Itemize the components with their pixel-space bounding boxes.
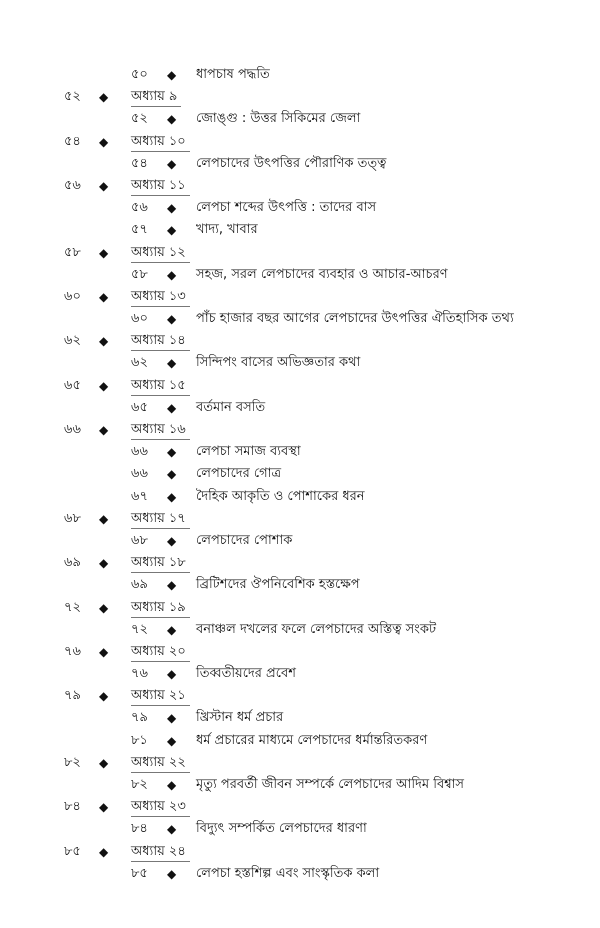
toc-chapter-row[interactable] bbox=[0, 552, 600, 574]
toc-chapter-row[interactable] bbox=[0, 597, 600, 619]
entry-title: খাদ্য, খাবার bbox=[196, 222, 258, 238]
diamond-bullet-icon: ◆ bbox=[99, 134, 109, 149]
chapter-heading: অধ্যায় ১৭ bbox=[131, 508, 186, 530]
toc-chapter-row[interactable] bbox=[0, 419, 600, 441]
diamond-bullet-icon: ◆ bbox=[167, 467, 177, 482]
entry-page-number: ৫২ bbox=[131, 111, 148, 127]
diamond-bullet-icon: ◆ bbox=[99, 600, 109, 615]
toc-chapter-row[interactable] bbox=[0, 796, 600, 818]
chapter-page-number: ৬০ bbox=[64, 288, 81, 304]
toc-chapter-row[interactable] bbox=[0, 86, 600, 108]
entry-page-number: ৬৮ bbox=[131, 532, 148, 548]
chapter-heading: অধ্যায় ২৪ bbox=[131, 841, 186, 863]
entry-title: ধর্ম প্রচারের মাধ্যমে লেপচাদের ধর্মান্তরিতকরণ bbox=[196, 732, 428, 748]
entry-page-number: ৫৭ bbox=[131, 222, 148, 238]
entry-page-number: ৫৮ bbox=[131, 266, 148, 282]
chapter-heading: অধ্যায় ২১ bbox=[131, 685, 186, 707]
chapter-page-number: ৬৯ bbox=[64, 555, 81, 571]
diamond-bullet-icon: ◆ bbox=[167, 489, 177, 504]
diamond-bullet-icon: ◆ bbox=[99, 378, 109, 393]
chapter-heading: অধ্যায় ৯ bbox=[131, 86, 177, 108]
diamond-bullet-icon: ◆ bbox=[99, 689, 109, 704]
diamond-bullet-icon: ◆ bbox=[167, 201, 177, 216]
diamond-bullet-icon: ◆ bbox=[167, 778, 177, 792]
entry-title: বর্তমান বসতি bbox=[196, 399, 266, 415]
diamond-bullet-icon: ◆ bbox=[167, 68, 177, 82]
entry-title: বিদ্যুৎ সম্পর্কিত লেপচাদের ধারণা bbox=[196, 821, 367, 837]
toc-chapter-row[interactable] bbox=[0, 641, 600, 663]
chapter-page-number: ৫২ bbox=[64, 89, 81, 105]
diamond-bullet-icon: ◆ bbox=[99, 800, 109, 815]
toc-entry-row[interactable] bbox=[0, 663, 600, 685]
entry-page-number: ৫৪ bbox=[131, 155, 148, 171]
entry-page-number: ৮২ bbox=[131, 777, 148, 792]
entry-title: বনাঞ্চল দখলের ফলে লেপচাদের অস্তিত্ব সংকট bbox=[196, 621, 437, 637]
entry-page-number: ৮৫ bbox=[131, 865, 148, 881]
diamond-bullet-icon: ◆ bbox=[167, 356, 177, 371]
diamond-bullet-icon: ◆ bbox=[167, 822, 177, 837]
toc-chapter-row[interactable] bbox=[0, 131, 600, 153]
diamond-bullet-icon: ◆ bbox=[99, 334, 109, 349]
toc-chapter-row[interactable] bbox=[0, 375, 600, 397]
entry-title: মৃত্যু পরবর্তী জীবন সম্পর্কে লেপচাদের আদিম বিশ্বাস bbox=[196, 777, 464, 792]
diamond-bullet-icon: ◆ bbox=[167, 312, 177, 327]
diamond-bullet-icon: ◆ bbox=[99, 755, 109, 770]
chapter-heading: অধ্যায় ১৪ bbox=[131, 330, 186, 352]
diamond-bullet-icon: ◆ bbox=[167, 156, 177, 171]
entry-page-number: ৮৪ bbox=[131, 821, 148, 837]
toc-entry-row[interactable] bbox=[0, 530, 600, 552]
diamond-bullet-icon: ◆ bbox=[167, 400, 177, 415]
chapter-heading: অধ্যায় ২২ bbox=[131, 752, 186, 774]
entry-page-number: ৭৯ bbox=[131, 710, 148, 726]
chapter-page-number: ৮২ bbox=[64, 754, 81, 770]
chapter-page-number: ৮৪ bbox=[64, 799, 81, 815]
chapter-heading: অধ্যায় ১৫ bbox=[131, 375, 186, 397]
toc-chapter-row[interactable] bbox=[0, 685, 600, 707]
chapter-heading: অধ্যায় ১০ bbox=[131, 131, 186, 153]
chapter-heading: অধ্যায় ১১ bbox=[131, 175, 186, 197]
chapter-page-number: ৭৬ bbox=[64, 643, 81, 659]
entry-title: লেপচাদের পোশাক bbox=[196, 532, 293, 548]
entry-page-number: ৫০ bbox=[131, 67, 148, 82]
chapter-heading: অধ্যায় ১৯ bbox=[131, 597, 186, 619]
entry-page-number: ৬২ bbox=[131, 355, 148, 371]
diamond-bullet-icon: ◆ bbox=[99, 289, 109, 304]
entry-title: জোঙ্গু : উত্তর সিকিমের জেলা bbox=[196, 111, 361, 127]
entry-title: দৈহিক আকৃতি ও পোশাকের ধরন bbox=[196, 488, 365, 504]
chapter-page-number: ৫৬ bbox=[64, 177, 81, 193]
diamond-bullet-icon: ◆ bbox=[167, 866, 177, 881]
toc-chapter-row[interactable] bbox=[0, 330, 600, 352]
diamond-bullet-icon: ◆ bbox=[167, 445, 177, 460]
toc-entry-row[interactable] bbox=[0, 153, 600, 175]
entry-page-number: ৮১ bbox=[131, 732, 148, 748]
entry-title: লেপচা শব্দের উৎপত্তি : তাদের বাস bbox=[196, 200, 377, 216]
table-of-contents bbox=[0, 64, 600, 885]
toc-entry-row[interactable] bbox=[0, 108, 600, 130]
chapter-heading: অধ্যায় ১৬ bbox=[131, 419, 186, 441]
toc-entry-row[interactable] bbox=[0, 264, 600, 286]
toc-chapter-row[interactable] bbox=[0, 286, 600, 308]
toc-chapter-row[interactable] bbox=[0, 175, 600, 197]
toc-entry-row[interactable] bbox=[0, 64, 600, 86]
toc-entry-row[interactable] bbox=[0, 441, 600, 463]
toc-entry-row[interactable] bbox=[0, 308, 600, 330]
entry-page-number: ৬৯ bbox=[131, 577, 148, 593]
entry-page-number: ৬৬ bbox=[131, 444, 148, 460]
toc-entry-row[interactable] bbox=[0, 219, 600, 241]
chapter-page-number: ৮৫ bbox=[64, 843, 81, 859]
chapter-page-number: ৬২ bbox=[64, 333, 81, 349]
chapter-heading: অধ্যায় ১৩ bbox=[131, 286, 186, 308]
chapter-heading: অধ্যায় ২০ bbox=[131, 641, 186, 663]
chapter-page-number: ৫৮ bbox=[64, 244, 81, 260]
diamond-bullet-icon: ◆ bbox=[167, 733, 177, 748]
toc-entry-row[interactable] bbox=[0, 619, 600, 641]
chapter-page-number: ৬৮ bbox=[64, 510, 81, 526]
diamond-bullet-icon: ◆ bbox=[167, 667, 177, 682]
entry-page-number: ৭৬ bbox=[131, 666, 148, 682]
diamond-bullet-icon: ◆ bbox=[99, 178, 109, 193]
diamond-bullet-icon: ◆ bbox=[99, 644, 109, 659]
chapter-page-number: ৭২ bbox=[64, 599, 81, 615]
entry-page-number: ৭২ bbox=[131, 621, 148, 637]
entry-title: ব্রিটিশদের ঔপনিবেশিক হস্তক্ষেপ bbox=[196, 577, 360, 593]
entry-title: ধাপচাষ পদ্ধতি bbox=[196, 67, 270, 82]
diamond-bullet-icon: ◆ bbox=[167, 223, 177, 238]
toc-entry-row[interactable] bbox=[0, 352, 600, 374]
diamond-bullet-icon: ◆ bbox=[167, 533, 177, 548]
chapter-heading: অধ্যায় ১৮ bbox=[131, 552, 186, 574]
diamond-bullet-icon: ◆ bbox=[99, 423, 109, 437]
entry-title: লেপচাদের গোত্র bbox=[196, 466, 282, 482]
toc-entry-row[interactable] bbox=[0, 730, 600, 752]
entry-title: লেপচাদের উৎপত্তির পৌরাণিক তত্ত্ব bbox=[196, 155, 387, 171]
entry-title: খ্রিস্টান ধর্ম প্রচার bbox=[196, 710, 284, 726]
entry-page-number: ৬০ bbox=[131, 311, 148, 327]
toc-entry-row[interactable] bbox=[0, 818, 600, 840]
toc-entry-row[interactable] bbox=[0, 197, 600, 219]
chapter-page-number: ৭৯ bbox=[64, 688, 81, 704]
toc-chapter-row[interactable] bbox=[0, 752, 600, 774]
chapter-heading: অধ্যায় ২৩ bbox=[131, 796, 186, 818]
diamond-bullet-icon: ◆ bbox=[99, 90, 109, 105]
diamond-bullet-icon: ◆ bbox=[167, 711, 177, 726]
entry-page-number: ৬৫ bbox=[131, 399, 148, 415]
toc-entry-row[interactable] bbox=[0, 463, 600, 485]
entry-page-number: ৬৬ bbox=[131, 466, 148, 482]
toc-chapter-row[interactable] bbox=[0, 508, 600, 530]
toc-entry-row[interactable] bbox=[0, 574, 600, 596]
entry-title: লেপচা সমাজ ব্যবস্থা bbox=[196, 444, 301, 460]
entry-title: সিন্দিপং বাসের অভিজ্ঞতার কথা bbox=[196, 355, 361, 371]
diamond-bullet-icon: ◆ bbox=[99, 245, 109, 260]
toc-entry-row[interactable] bbox=[0, 707, 600, 729]
diamond-bullet-icon: ◆ bbox=[167, 267, 177, 282]
chapter-page-number: ৬৫ bbox=[64, 377, 81, 393]
diamond-bullet-icon: ◆ bbox=[99, 556, 109, 571]
entry-title: পাঁচ হাজার বছর আগের লেপচাদের উৎপত্তির ঐতিহাসিক তথ্য bbox=[196, 311, 514, 327]
toc-entry-row[interactable] bbox=[0, 863, 600, 885]
diamond-bullet-icon: ◆ bbox=[99, 844, 109, 859]
chapter-page-number: ৬৬ bbox=[64, 422, 81, 437]
diamond-bullet-icon: ◆ bbox=[99, 511, 109, 526]
chapter-page-number: ৫৪ bbox=[64, 133, 81, 149]
toc-entry-row[interactable] bbox=[0, 486, 600, 508]
entry-page-number: ৫৬ bbox=[131, 200, 148, 216]
entry-title: সহজ, সরল লেপচাদের ব্যবহার ও আচার-আচরণ bbox=[196, 266, 448, 282]
diamond-bullet-icon: ◆ bbox=[167, 622, 177, 637]
chapter-heading: অধ্যায় ১২ bbox=[131, 242, 186, 264]
toc-chapter-row[interactable] bbox=[0, 841, 600, 863]
toc-entry-row[interactable] bbox=[0, 774, 600, 796]
diamond-bullet-icon: ◆ bbox=[167, 578, 177, 593]
entry-title: লেপচা হস্তশিল্প এবং সাংস্কৃতিক কলা bbox=[196, 865, 380, 881]
toc-chapter-row[interactable] bbox=[0, 242, 600, 264]
entry-title: তিব্বতীয়দের প্রবেশ bbox=[196, 666, 296, 682]
diamond-bullet-icon: ◆ bbox=[167, 112, 177, 127]
entry-page-number: ৬৭ bbox=[131, 488, 148, 504]
toc-entry-row[interactable] bbox=[0, 397, 600, 419]
